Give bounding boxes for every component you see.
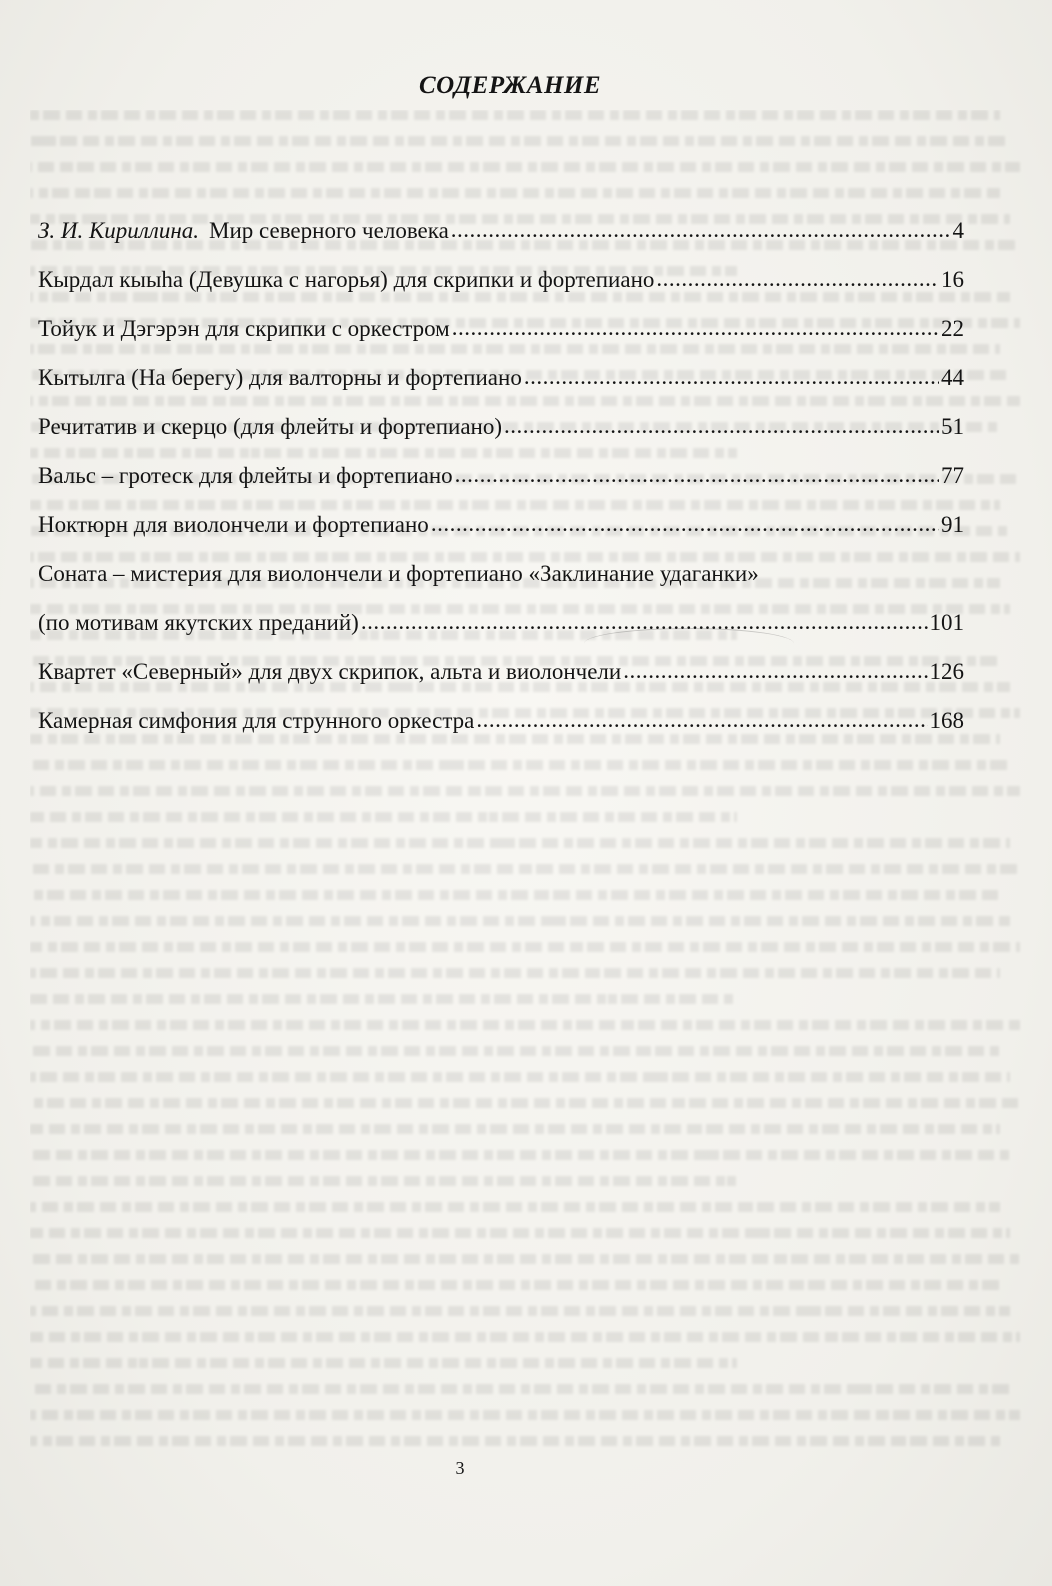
leader-dots (476, 706, 927, 728)
bleed-line (30, 1410, 1020, 1420)
leader-dots (504, 412, 939, 434)
bleed-line (30, 864, 1020, 874)
toc-entry[interactable] (38, 216, 964, 246)
toc-entry[interactable] (38, 657, 964, 687)
bleed-line (30, 994, 737, 1004)
toc-entry[interactable] (38, 461, 964, 491)
bleed-line (30, 1384, 1010, 1394)
bleed-line (30, 760, 1010, 770)
toc-entry[interactable] (38, 510, 964, 540)
bleed-line (30, 942, 1020, 952)
bleed-line (30, 1124, 1000, 1134)
toc-entry-page: 91 (941, 512, 964, 537)
toc-entry-title: (по мотивам якутских преданий) (38, 610, 359, 635)
leader-dots (361, 608, 928, 630)
bleed-line (30, 1150, 1010, 1160)
toc-entry-page: 168 (929, 708, 964, 733)
toc-entry-page: 77 (941, 463, 964, 488)
bleed-line (30, 1098, 1020, 1108)
toc-entry-page: 126 (929, 659, 964, 684)
toc-entry-page: 16 (941, 267, 964, 292)
bleed-line (30, 1072, 1010, 1082)
bleed-line (30, 1332, 1020, 1342)
toc-entry-page: 51 (941, 414, 964, 439)
toc-entry-title: Тойук и Дэгэрэн для скрипки с оркестром (38, 316, 450, 341)
toc-entry-title: Кытылга (На берегу) для валторны и фортепиано (38, 365, 522, 390)
bleed-line (30, 162, 1020, 172)
table-of-contents (38, 216, 964, 736)
toc-entry-title: Вальс – гротеск для флейты и фортепиано (38, 463, 453, 488)
page-number: 3 (455, 1458, 465, 1478)
bleed-line (30, 110, 1000, 120)
bleed-line (30, 1202, 1000, 1212)
contents-heading: СОДЕРЖАНИЕ (418, 72, 602, 99)
toc-entry-page: 101 (929, 610, 964, 635)
bleed-line (30, 786, 1020, 796)
toc-entry-title: Речитатив и скерцо (для флейты и фортепиано) (38, 414, 503, 439)
bleed-line (30, 136, 1010, 146)
toc-entry[interactable] (38, 314, 964, 344)
toc-entry-title: Квартет «Северный» для двух скрипок, альта и виолончели (38, 659, 622, 684)
toc-entry-author: З. И. Кириллина. (38, 218, 199, 243)
bleed-line (30, 838, 1010, 848)
bleed-line (30, 1020, 1020, 1030)
bleed-line (30, 1254, 1020, 1264)
bleed-line (30, 1436, 1000, 1446)
bleed-line (30, 890, 1000, 900)
bleed-line (30, 1046, 1000, 1056)
leader-dots (623, 657, 927, 679)
toc-entry-title: Кырдал кыыhа (Девушка с нагорья) для скрипки и фортепиано (38, 267, 655, 292)
bleed-line (30, 916, 1010, 926)
bleed-line (30, 968, 1000, 978)
toc-entry-title: Ноктюрн для виолончели и фортепиано (38, 512, 429, 537)
toc-entry[interactable] (38, 265, 964, 295)
bleed-line (30, 812, 737, 822)
toc-entry[interactable] (38, 706, 964, 736)
toc-entry-title: Камерная симфония для струнного оркестра (38, 708, 475, 733)
toc-entry[interactable] (38, 363, 964, 393)
bleed-line (30, 188, 1000, 198)
bleed-line (30, 1228, 1010, 1238)
bleed-line (30, 1306, 1010, 1316)
leader-dots (452, 314, 939, 336)
bleed-line (30, 1176, 737, 1186)
toc-entry[interactable] (38, 412, 964, 442)
leader-dots (656, 265, 939, 287)
leader-dots (455, 461, 939, 483)
toc-entry-page: 22 (941, 316, 964, 341)
bleed-line (30, 1280, 1000, 1290)
leader-dots (451, 216, 951, 238)
bleed-line (30, 1358, 737, 1368)
toc-entry-page: 4 (952, 218, 964, 243)
leader-dots (524, 363, 939, 385)
toc-entry[interactable] (38, 559, 964, 638)
leader-dots (431, 510, 939, 532)
toc-entry-title-line1: Соната – мистерия для виолончели и фортепиано «Заклинание удаганки» (38, 561, 759, 586)
toc-entry-page: 44 (941, 365, 964, 390)
toc-entry-title: Мир северного человека (209, 218, 449, 243)
